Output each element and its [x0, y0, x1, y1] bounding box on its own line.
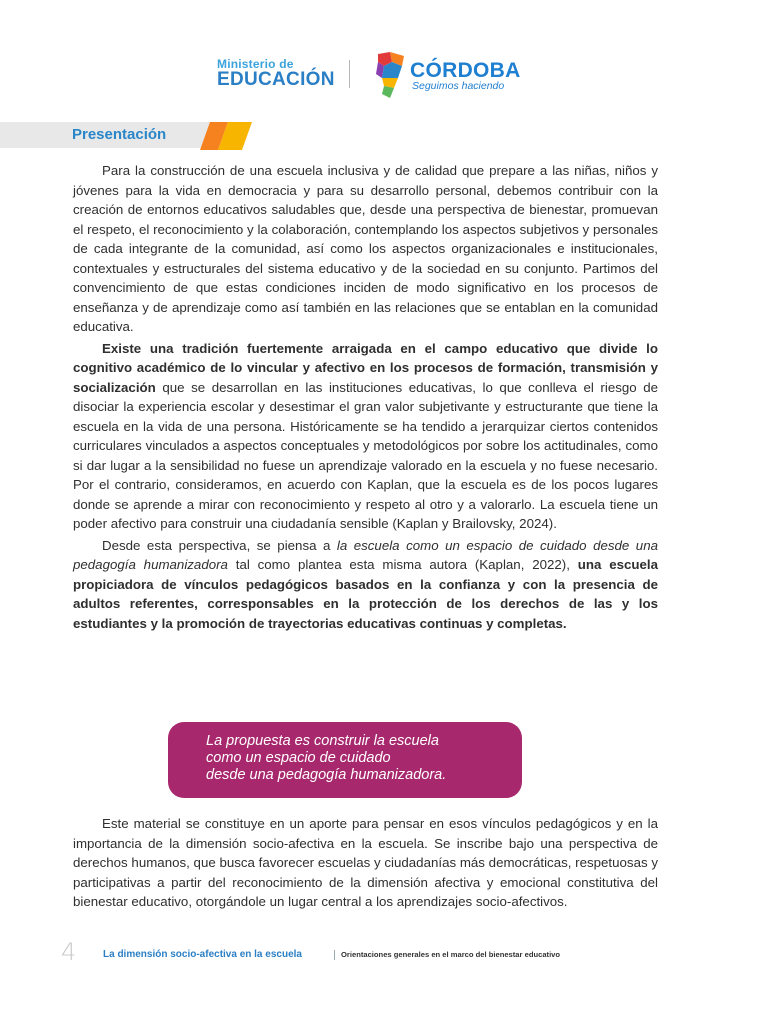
paragraph-2: [73, 339, 658, 534]
quote-line-2: como un espacio de cuidado: [206, 750, 391, 766]
paragraph-2-bold: Existe una tradición fuertemente arraigada en el campo educativo que divide lo cognitivo académico de lo vincular y afectivo en los procesos de formación, transmisión y socialización: [73, 340, 658, 395]
section-title: Presentación: [72, 126, 167, 143]
closing-text: [73, 814, 658, 912]
footer-separator: [334, 950, 335, 960]
section-decoration-icon: [200, 122, 252, 150]
header-divider: [349, 60, 350, 88]
paragraph-4: Este material se constituye en un aporte para pensar en esos vínculos pedagógicos y en la importancia de la dimensión socio-afectiva en la escuela. Se inscribe bajo una perspectiva de derechos humanos, que busca favorecer escuelas y ciudadanías más democráticas, respetuosas y participativas a partir del reconocimiento de la dimensión afectiva y emocional constitutiva del bienestar educativo, otorgándole un lugar central a los aprendizajes socio-afectivos.: [73, 816, 658, 909]
footer-subtitle: Orientaciones generales en el marco del bienestar educativo: [341, 950, 561, 959]
paragraph-2-rest: que se desarrollan en las instituciones educativas, lo que conlleva el riesgo de disociar la experiencia escolar y desestimar el gran valor subjetivante y estructurante que tiene la escuela en la vida de una persona. Históricamente se ha tendido a jerarquizar ciertos contenidos curriculares vinculados a aspectos conceptuales y metodológicos por sobre los actitudinales, como si dar lugar a la sensibilidad no fuese un aprendizaje valorado en la escuela y no fuese necesario. Por el contrario, consideramos, en acuerdo con Kaplan, que la escuela es de los pocos lugares donde se aprende a mirar con reconocimiento y respeto al otro y a valorarlo. La escuela tiene un poder afectivo para construir una ciudadanía sensible (Kaplan y Brailovsky, 2024).: [73, 379, 658, 531]
cordoba-map-icon: [374, 52, 410, 98]
paragraph-3-italic: la escuela como un espacio de cuidado desde una pedagogía humanizadora: [73, 537, 658, 572]
paragraph-3-mid: tal como plantea esta misma autora (Kaplan, 2022),: [227, 557, 578, 572]
quote-line-3: desde una pedagogía humanizadora.: [206, 767, 447, 783]
paragraph-3-start: Desde esta perspectiva, se piensa a: [102, 537, 337, 553]
quote-text: [206, 733, 506, 784]
province-name: CÓRDOBA: [410, 59, 521, 82]
province-tagline: Seguimos haciendo: [412, 80, 505, 92]
paragraph-3: [73, 536, 658, 634]
page-header: [0, 52, 768, 102]
paragraph-3-bold: una escuela propiciadora de vínculos pedagógicos basados en la confianza y con la presencia de adultos referentes, corresponsables en la protección de los derechos de las y los estudiantes y la promoción de trayectorias educativas continuas y completas.: [73, 557, 658, 631]
main-text: [73, 161, 658, 635]
page-number: 4: [61, 938, 77, 966]
paragraph-1: Para la construcción de una escuela inclusiva y de calidad que prepare a las niñas, niños y jóvenes para la vida en democracia y para su desarrollo personal, debemos contribuir con la creación de entornos educativos saludables que, desde una perspectiva de bienestar, promuevan el respeto, el reconocimiento y la colaboración, contemplando los aspectos subjetivos y personales de cada integrante de la comunidad, así como los aspectos organizacionales e institucionales, contextuales y estructurales del sistema educativo y de la sociedad en su conjunto. Partimos del convencimiento de que estas condiciones inciden de modo significativo en los procesos de enseñanza y de aprendizaje como así también en las relaciones que se entablan en la comunidad educativa.: [73, 163, 658, 334]
ministry-logo: [217, 58, 335, 90]
ministry-logo-top: Ministerio de: [217, 57, 294, 71]
quote-line-1: La propuesta es construir la escuela: [206, 733, 439, 749]
footer-title: La dimensión socio-afectiva en la escuela: [103, 949, 302, 960]
ministry-logo-bottom: EDUCACIÓN: [217, 69, 335, 90]
